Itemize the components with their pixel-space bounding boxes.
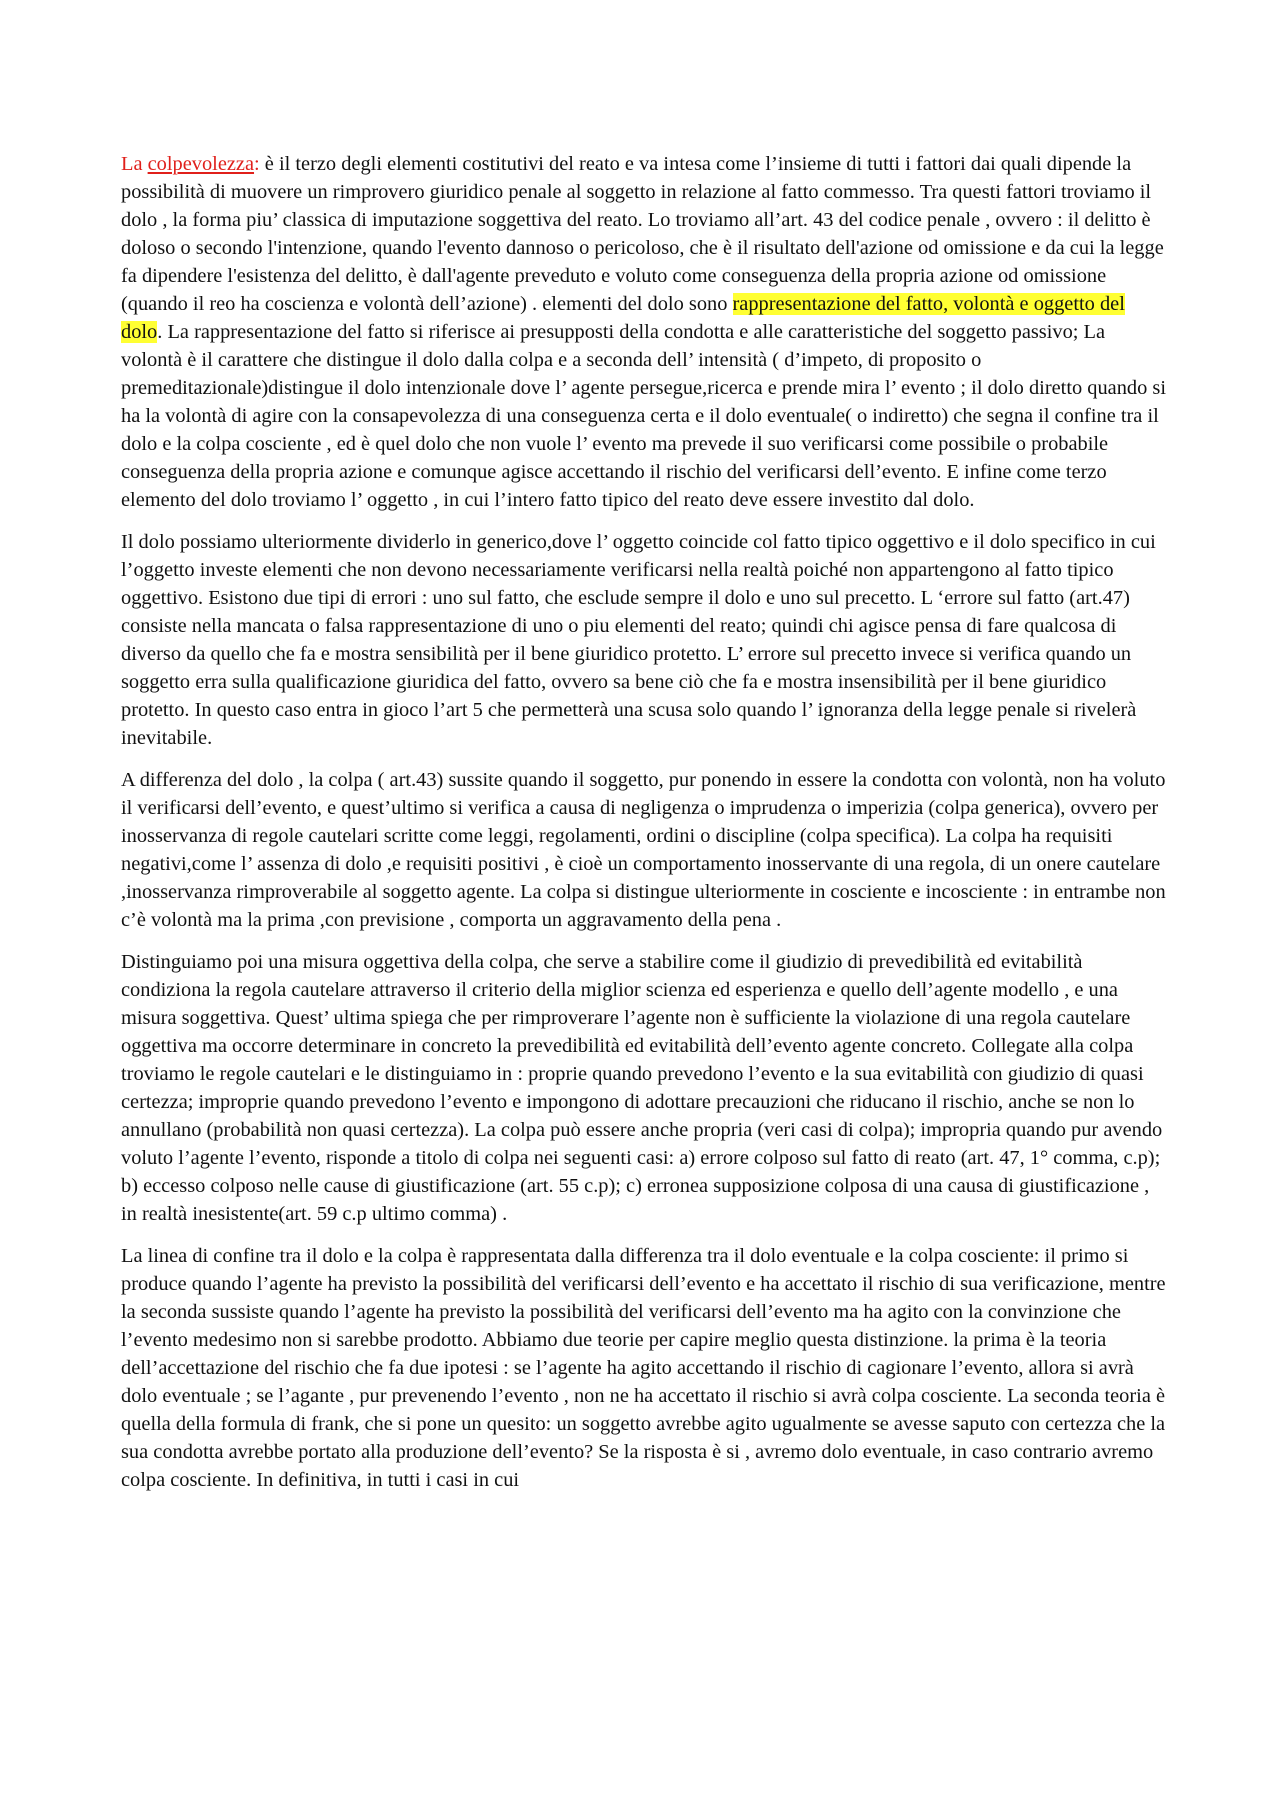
document-body	[121, 150, 1166, 1508]
paragraph-text: è il terzo degli elementi costitutivi del reato e va intesa come l’insieme di tutti i fattori dai quali dipende la possibilità di muovere un rimprovero giuridico penale al soggetto in relazione al fatto commesso. Tra questi fattori troviamo il dolo , la forma piu’ classica di imputazione soggettiva del reato. Lo troviamo all’art. 43 del codice penale , ovvero : il delitto è doloso o secondo l'intenzione, quando l'evento dannoso o pericoloso, che è il risultato dell'azione od omissione e da cui la legge fa dipendere l'esistenza del delitto, è dall'agente preveduto e voluto come conseguenza della propria azione od omissione (quando il reo ha coscienza e volontà dell’azione) . elementi del dolo sono	[121, 153, 1164, 315]
paragraph-colpa: A differenza del dolo , la colpa ( art.43) sussite quando il soggetto, pur ponendo in essere la condotta con volontà, non ha voluto il verificarsi dell’evento, e quest’ultimo si verifica a causa di negligenza o imprudenza o imperizia (colpa generica), ovvero per inosservanza di regole cautelari scritte come leggi, regolamenti, ordini o discipline (colpa specifica). La colpa ha requisiti negativi,come l’ assenza di dolo ,e requisiti positivi , è cioè un comportamento inosservante di una regola, di un onere cautelare ,inosservanza rimproverabile al soggetto agente. La colpa si distingue ulteriormente in cosciente e incosciente : in entrambe non c’è volontà ma la prima ,con previsione , comporta un aggravamento della pena .	[121, 769, 1166, 931]
highlighted-text: rappresentazione del fatto, volontà e oggetto del dolo	[121, 293, 1125, 343]
paragraph-misura-colpa: Distinguiamo poi una misura oggettiva della colpa, che serve a stabilire come il giudizio di prevedibilità ed evitabilità condiziona la regola cautelare attraverso il criterio della miglior scienza ed esperienza e quello dell’agente modello , e una misura soggettiva. Quest’ ultima spiega che per rimproverare l’agente non è sufficiente la violazione di una regola cautelare oggettiva ma occorre determinare in concreto la prevedibilità ed evitabilità dell’evento agente concreto. Collegate alla colpa troviamo le regole cautelari e le distinguiamo in : proprie quando prevedono l’evento e la sua evitabilità con giudizio di quasi certezza; improprie quando prevedono l’evento e impongono di adottare precauzioni che riducano il rischio, anche se non lo annullano (probabilità non quasi certezza). La colpa può essere anche propria (veri casi di colpa); impropria quando pur avendo voluto l’agente l’evento, risponde a titolo di colpa nei seguenti casi: a) errore colposo sul fatto di reato (art. 47, 1° comma, c.p); b) eccesso colposo nelle cause di giustificazione (art. 55 c.p); c) erronea supposizione colposa di una causa di giustificazione , in realtà inesistente(art. 59 c.p ultimo comma) .	[121, 951, 1163, 1225]
term-colpevolezza: colpevolezza	[147, 153, 255, 175]
lead-colon: :	[254, 153, 265, 175]
paragraph-dolo-generico-specifico: Il dolo possiamo ulteriormente dividerlo in generico,dove l’ oggetto coincide col fatto tipico oggettivo e il dolo specifico in cui l’oggetto investe elementi che non devono necessariamente verificarsi nella realtà poiché non appartengono al fatto tipico oggettivo. Esistono due tipi di errori : uno sul fatto, che esclude sempre il dolo e uno sul precetto. L ‘errore sul fatto (art.47) consiste nella mancata o falsa rappresentazione di uno o piu elementi del reato; quindi chi agisce pensa di fare qualcosa di diverso da quello che fa e mostra sensibilità per il bene giuridico protetto. L’ errore sul precetto invece si verifica quando un soggetto erra sulla qualificazione giuridica del fatto, ovvero sa bene ciò che fa e mostra insensibilità per il bene giuridico protetto. In questo caso entra in gioco l’art 5 che permetterà una scusa solo quando l’ ignoranza della legge penale si rivelerà inevitabile.	[121, 531, 1156, 749]
paragraph-text-continued: . La rappresentazione del fatto si riferisce ai presupposti della condotta e alle caratteristiche del soggetto passivo; La volontà è il carattere che distingue il dolo dalla colpa e a seconda dell’ intensità ( d’impeto, di proposito o premeditazionale)distingue il dolo intenzionale dove l’ agente persegue,ricerca e prende mira l’ evento ; il dolo diretto quando si ha la volontà di agire con la consapevolezza di una conseguenza certa e il dolo eventuale( o indiretto) che segna il confine tra il dolo e la colpa cosciente , ed è quel dolo che non vuole l’ evento ma prevede il suo verificarsi come possibile o probabile conseguenza della propria azione e comunque agisce accettando il rischio del verificarsi dell’evento. E infine come terzo elemento del dolo troviamo l’ oggetto , in cui l’intero fatto tipico del reato deve essere investito dal dolo.	[121, 321, 1167, 511]
lead-word: La	[121, 153, 148, 175]
paragraph-confine-dolo-colpa: La linea di confine tra il dolo e la colpa è rappresentata dalla differenza tra il dolo eventuale e la colpa cosciente: il primo si produce quando l’agente ha previsto la possibilità del verificarsi dell’evento e ha accettato il rischio di sua verificazione, mentre la seconda sussiste quando l’agente ha previsto la possibilità del verificarsi dell’evento ma ha agito con la convinzione che l’evento medesimo non si sarebbe prodotto. Abbiamo due teorie per capire meglio questa distinzione. la prima è la teoria dell’accettazione del rischio che fa due ipotesi : se l’agente ha agito accettando il rischio di cagionare l’evento, allora si avrà dolo eventuale ; se l’agante , pur prevenendo l’evento , non ne ha accettato il rischio si avrà colpa cosciente. La seconda teoria è quella della formula di frank, che si pone un quesito: un soggetto avrebbe agito ugualmente se avesse saputo con certezza che la sua condotta avrebbe portato alla produzione dell’evento? Se la risposta è si , avremo dolo eventuale, in caso contrario avremo colpa cosciente. In definitiva, in tutti i casi in cui	[121, 1245, 1166, 1491]
paragraph-colpevolezza	[121, 150, 1166, 514]
